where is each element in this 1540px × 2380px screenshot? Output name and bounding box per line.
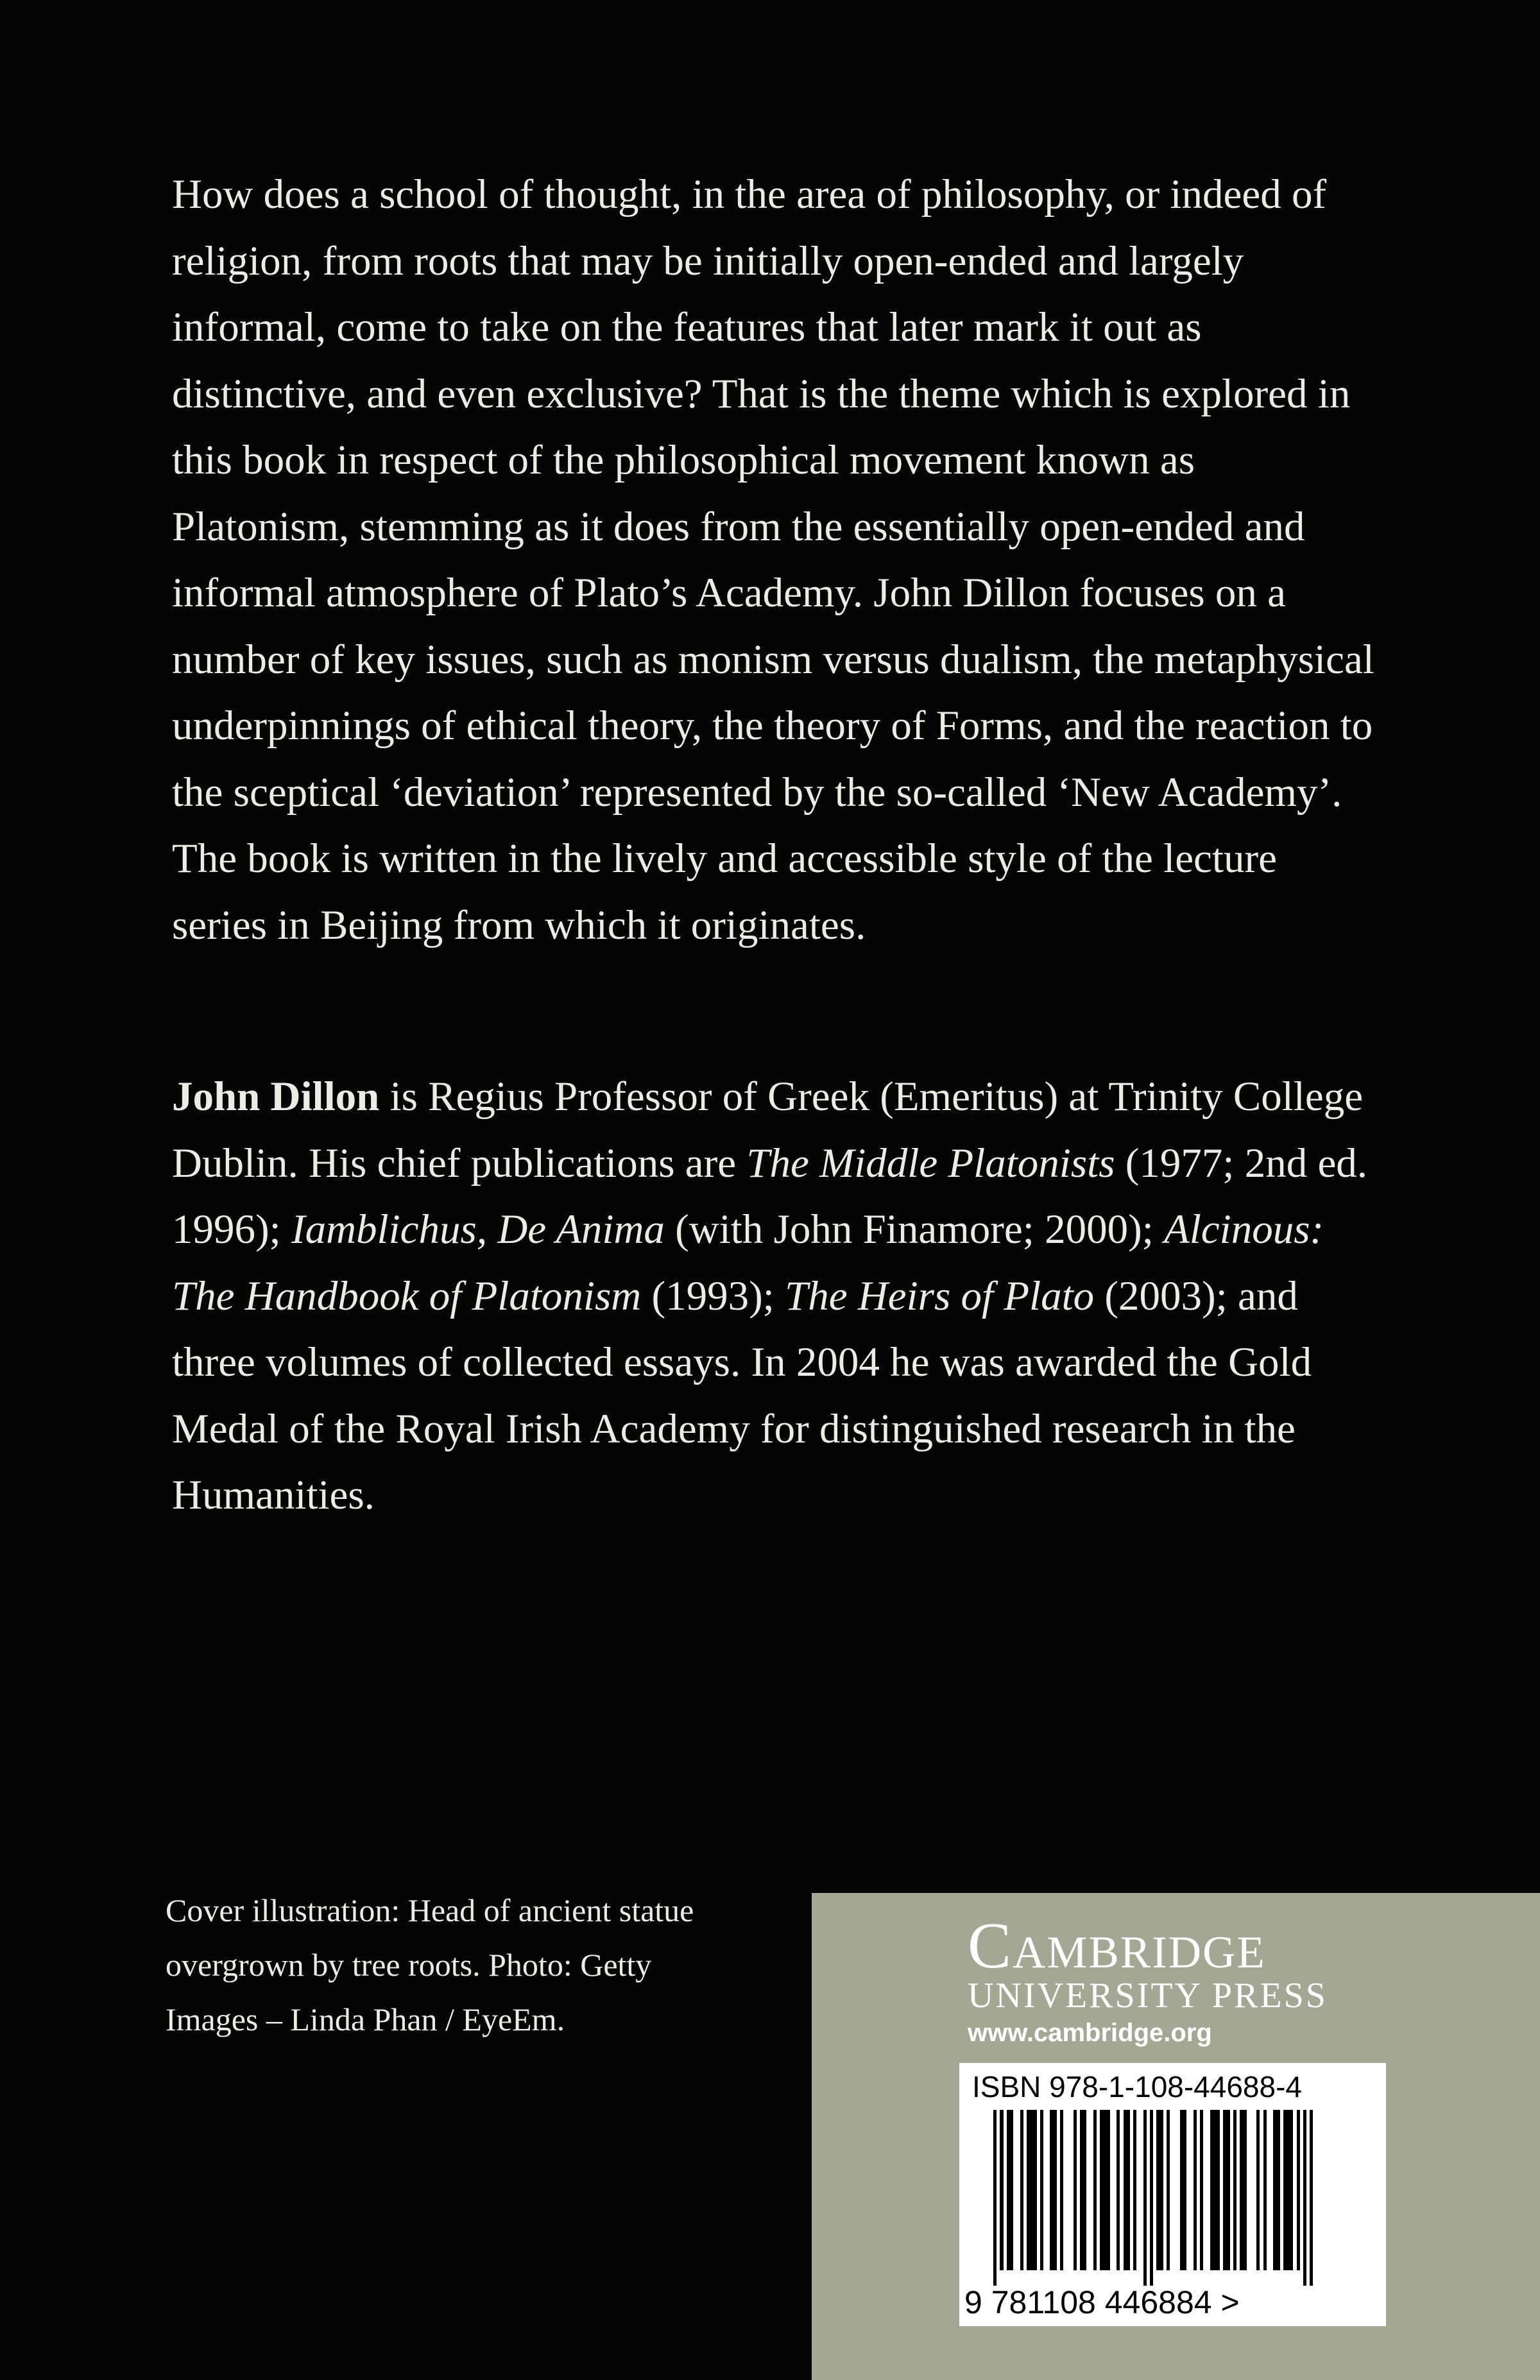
barcode-bar <box>1210 2110 1220 2270</box>
book-title-alcinous: Alcinous: The Handbook of Platonism <box>172 1206 1324 1319</box>
barcode-bar <box>1124 2110 1130 2270</box>
barcode-bar <box>1000 2110 1003 2270</box>
barcode-bar <box>1093 2110 1097 2270</box>
barcode-bar <box>1167 2110 1170 2270</box>
publisher-name: Cambridge <box>968 1910 1266 1982</box>
book-title-iamblichus: Iamblichus, De Anima <box>291 1206 665 1253</box>
author-name: John Dillon <box>172 1074 380 1120</box>
barcode-bar <box>993 2110 997 2286</box>
barcode-bar <box>1233 2110 1236 2270</box>
publisher-url: www.cambridge.org <box>968 2019 1212 2047</box>
barcode-bar <box>1150 2110 1153 2286</box>
barcode-bar <box>1194 2110 1197 2270</box>
isbn-label: ISBN 978-1-108-44688-4 <box>972 2070 1302 2103</box>
barcode-bar <box>1007 2110 1013 2270</box>
barcode-bar <box>1156 2110 1163 2270</box>
barcode-bar <box>1180 2110 1186 2270</box>
book-description: How does a school of thought, in the area of philosophy, or indeed of religion, from roots that may be initially open-ended and largely informal, come to take on the features that later mark it out as distinctive, and even exclusive? That is the theme which is explored in this book in respect of the philosophical movement known as Platonism, stemming as it does from the essentially open-ended and informal atmosphere of Plato’s Academy. John Dillon focuses on a number of key issues, such as monism versus dualism, the metaphysical underpinnings of ethical theory, the theory of Forms, and the reaction to the sceptical ‘deviation’ represented by the so-called ‘New Academy’. The book is written in the lively and accessible style of the lecture series in Beijing from which it originates. <box>172 171 1374 948</box>
barcode-bar <box>1310 2110 1313 2286</box>
barcode-bar <box>1283 2110 1294 2270</box>
barcode-bars <box>993 2110 1353 2286</box>
barcode-bar <box>1020 2110 1023 2270</box>
book-title-heirs-of-plato: The Heirs of Plato <box>785 1272 1095 1319</box>
barcode-bar <box>1116 2110 1120 2270</box>
barcode-bar <box>1060 2110 1063 2270</box>
publisher-subtitle: UNIVERSITY PRESS <box>968 1976 1328 2016</box>
author-biography <box>172 1064 1378 1529</box>
cover-credit: Cover illustration: Head of ancient statue overgrown by tree roots. Photo: Getty Images – Linda Phan / EyeEm. <box>166 1892 694 2037</box>
barcode-bar <box>1200 2110 1203 2270</box>
bio-text-4: (1993); <box>641 1272 785 1319</box>
bio-text-3: (with John Finamore; 2000); <box>664 1206 1165 1253</box>
bio-text-1: is Regius Professor of Greek (Emeritus) at Trinity College Dublin. His chief publications are <box>172 1074 1364 1186</box>
barcode-bar <box>1256 2110 1260 2270</box>
barcode-bar <box>1074 2110 1077 2270</box>
bio-text-2: (1977; 2nd ed. 1996); <box>172 1140 1368 1253</box>
book-title-middle-platonists: The Middle Platonists <box>746 1140 1115 1186</box>
barcode-bar <box>1080 2110 1086 2270</box>
barcode-bar <box>1263 2110 1267 2270</box>
barcode-bar <box>1050 2110 1056 2270</box>
barcode-bar <box>1240 2110 1246 2270</box>
barcode-bar <box>1223 2110 1229 2270</box>
barcode-bar <box>1133 2110 1136 2270</box>
barcode-bar <box>1273 2110 1279 2270</box>
barcode-bar <box>1297 2110 1300 2270</box>
barcode-digits: 9 781108 446884 > <box>964 2284 1240 2320</box>
barcode-bar <box>1040 2110 1043 2270</box>
barcode-bar <box>1303 2110 1306 2286</box>
barcode-bar <box>1027 2110 1037 2270</box>
barcode-bar <box>1100 2110 1110 2270</box>
barcode-bar <box>1143 2110 1147 2286</box>
bio-text-5: (2003); and three volumes of collected essays. In 2004 he was awarded the Gold Medal of the Royal Irish Academy for distinguished research in the Humanities. <box>172 1272 1312 1518</box>
